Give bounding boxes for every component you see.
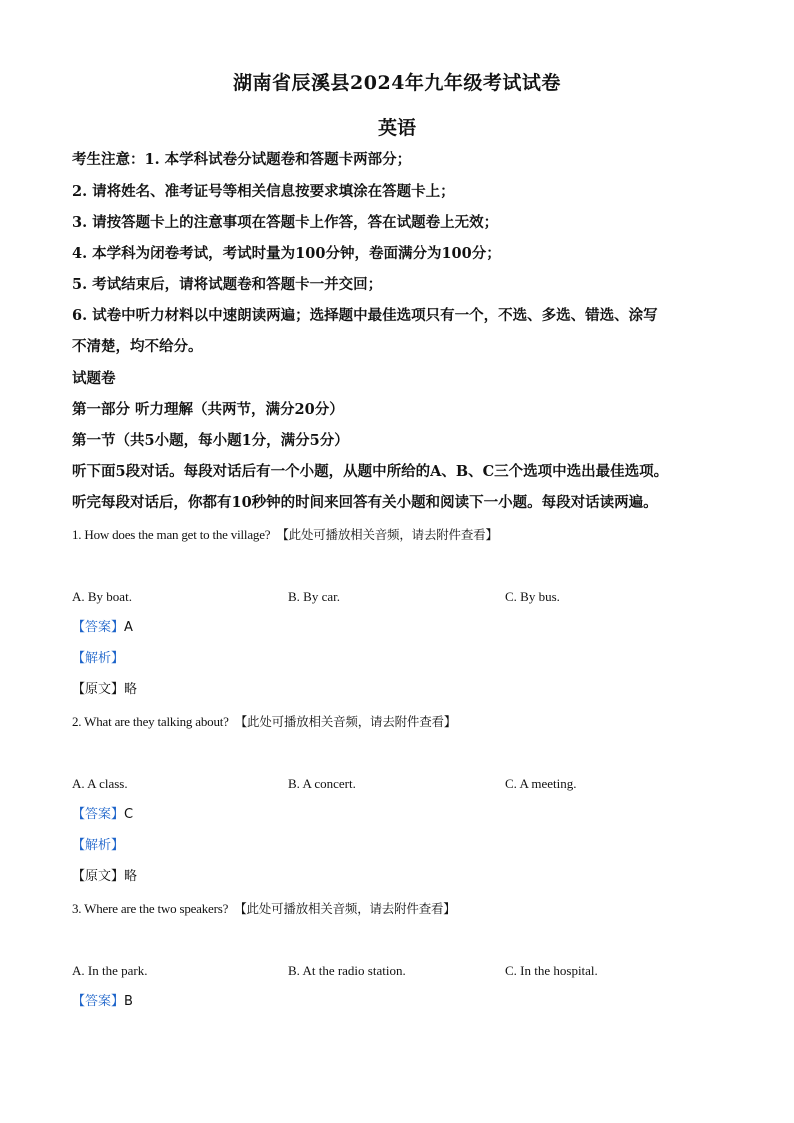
answer-label: 【答案】 bbox=[72, 807, 125, 822]
answer-value: B bbox=[124, 994, 133, 1009]
question-1-text: 1. How does the man get to the village? bbox=[72, 527, 271, 542]
answer-value: C bbox=[124, 807, 134, 822]
question-3-option-b: B. At the radio station. bbox=[288, 963, 406, 978]
instruction-2: 2. 请将姓名、准考证号等相关信息按要求填涂在答题卡上； bbox=[72, 183, 455, 200]
question-1-analysis bbox=[72, 650, 124, 668]
answer-value: A bbox=[124, 620, 133, 635]
question-2-analysis bbox=[72, 837, 124, 855]
instruction-4: 4. 本学科为闭卷考试，考试时量为100分钟，卷面满分为100分； bbox=[72, 245, 501, 262]
question-2-text: 2. What are they talking about? bbox=[72, 714, 229, 729]
analysis-label: 【解析】 bbox=[72, 651, 125, 666]
question-2-answer bbox=[72, 806, 133, 824]
question-3-option-c: C. In the hospital. bbox=[505, 963, 598, 978]
answer-label: 【答案】 bbox=[72, 620, 125, 635]
question-1-transcript bbox=[72, 681, 137, 699]
directions-line-2: 听完每段对话后，你都有10秒钟的时间来回答有关小题和阅读下一小题。每段对话读两遍。 bbox=[72, 494, 658, 511]
analysis-label: 【解析】 bbox=[72, 838, 125, 853]
question-1-option-a: A. By boat. bbox=[72, 589, 132, 604]
question-2-option-b: B. A concert. bbox=[288, 776, 356, 791]
question-3-audio-link[interactable]: 【此处可播放相关音频，请去附件查看】 bbox=[234, 901, 456, 916]
question-1-answer bbox=[72, 619, 133, 637]
question-2-stem bbox=[72, 713, 456, 731]
question-3-option-a: A. In the park. bbox=[72, 963, 148, 978]
question-2-transcript bbox=[72, 868, 137, 886]
instruction-6-continued: 不清楚，均不给分。 bbox=[72, 338, 203, 355]
instruction-5: 5. 考试结束后，请将试题卷和答题卡一并交回； bbox=[72, 276, 383, 293]
transcript-value: 略 bbox=[124, 682, 138, 697]
question-1-audio-link[interactable]: 【此处可播放相关音频，请去附件查看】 bbox=[276, 527, 498, 542]
question-2-audio-link[interactable]: 【此处可播放相关音频，请去附件查看】 bbox=[234, 714, 457, 729]
question-1-stem bbox=[72, 526, 498, 544]
answer-label: 【答案】 bbox=[72, 994, 125, 1009]
exam-title: 湖南省辰溪县2024年九年级考试试卷 bbox=[233, 72, 561, 94]
section-heading: 第一节（共5小题，每小题1分，满分5分） bbox=[72, 432, 349, 449]
transcript-label: 【原文】 bbox=[72, 682, 125, 697]
question-3-answer bbox=[72, 993, 133, 1011]
instruction-3: 3. 请按答题卡上的注意事项在答题卡上作答，答在试题卷上无效； bbox=[72, 214, 499, 231]
directions-line-1: 听下面5段对话。每段对话后有一个小题，从题中所给的A、B、C三个选项中选出最佳选项。 bbox=[72, 463, 669, 480]
question-1-option-b: B. By car. bbox=[288, 589, 340, 604]
question-1-option-c: C. By bus. bbox=[505, 589, 560, 604]
question-2-option-a: A. A class. bbox=[72, 776, 128, 791]
part-heading: 第一部分 听力理解（共两节，满分20分） bbox=[72, 401, 344, 418]
question-3-text: 3. Where are the two speakers? bbox=[72, 901, 229, 916]
transcript-label: 【原文】 bbox=[72, 869, 125, 884]
exam-subject: 英语 bbox=[377, 117, 416, 139]
paper-label: 试题卷 bbox=[72, 370, 116, 387]
instruction-1: 考生注意：1. 本学科试卷分试题卷和答题卡两部分； bbox=[72, 151, 412, 168]
question-3-stem bbox=[72, 900, 456, 918]
instruction-6: 6. 试卷中听力材料以中速朗读两遍；选择题中最佳选项只有一个，不选、多选、错选、涂写 bbox=[72, 307, 658, 324]
question-2-option-c: C. A meeting. bbox=[505, 776, 577, 791]
transcript-value: 略 bbox=[124, 869, 138, 884]
